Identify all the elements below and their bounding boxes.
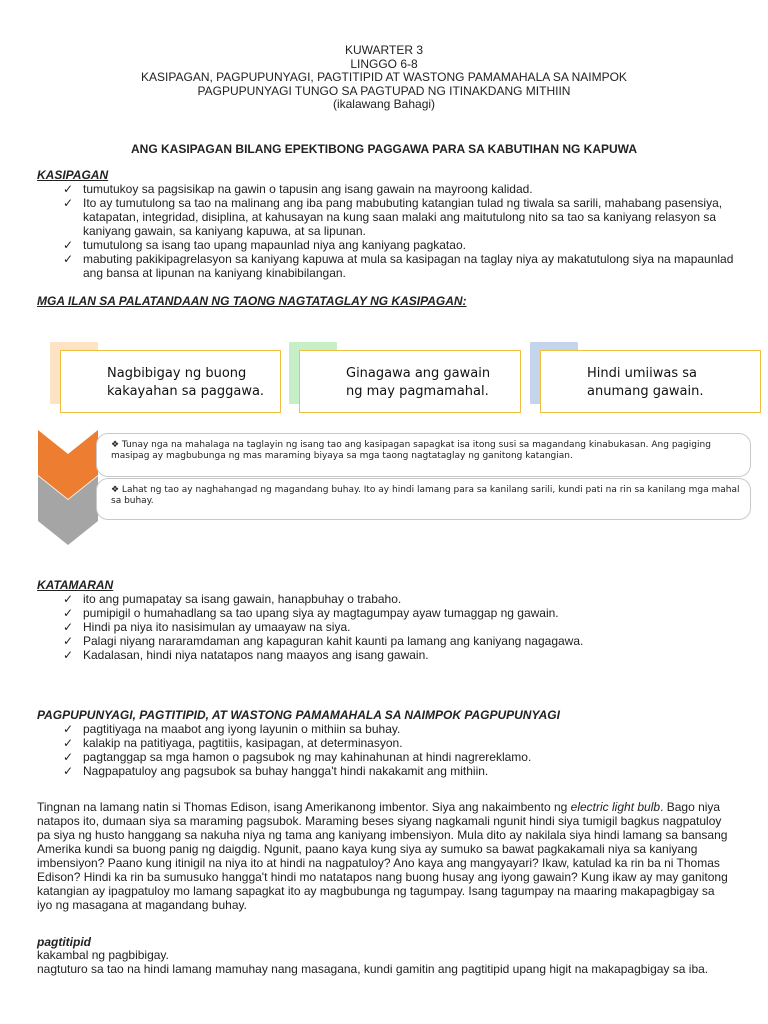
pagtitipid-description: nagtuturo sa tao na hindi lamang mamuhay nang masagana, kundi gamitin ang pagtitipid upang higit na makapagbigay sa iba.: [37, 962, 709, 976]
pagpupunyagi-list: [61, 722, 741, 778]
paragraph-italic: electric light bulb: [570, 800, 661, 814]
pagpupunyagi-heading: PAGPUPUNYAGI, PAGTITIPID, AT WASTONG PAMAMAHALA SA NAIMPOK PAGPUPUNYAGI: [37, 708, 560, 722]
trait-text: Ginagawa ang gawain: [346, 366, 491, 381]
katamaran-list: [61, 592, 741, 662]
list-item: ✓ pagtanggap sa mga hamon o pagsubok ng may kahinahunan at hindi nagrereklamo.: [61, 750, 741, 764]
trait-text: Nagbibigay ng buong: [107, 366, 247, 381]
list-item: ✓ kalakip na patitiyaga, pagtitiis, kasipagan, at determinasyon.: [61, 736, 741, 750]
info-panel: ❖ Lahat ng tao ay naghahangad ng magandang buhay. Ito ay hindi lamang para sa kanilang sarili, kundi pati na rin sa kanilang mga mahal sa buhay.: [96, 478, 751, 520]
list-item: ✓ Palagi niyang nararamdaman ang kapaguran kahit kaunti pa lamang ang kaniyang nagagawa.: [61, 634, 741, 648]
pagtitipid-definition: kakambal ng pagbibigay.: [37, 948, 169, 962]
trait-box: [299, 350, 521, 413]
paragraph-text: Tingnan na lamang natin si Thomas Edison, isang Amerikanong imbentor. Siya ang nakaimbento ng: [37, 800, 571, 814]
trait-text: kakayahan sa paggawa.: [107, 384, 265, 399]
kasipagan-list: [61, 182, 741, 280]
header-week: LINGGO 6-8: [350, 56, 418, 71]
info-panel: ❖ Tunay nga na mahalaga na taglayin ng isang tao ang kasipagan sapagkat isa itong susi sa magandang kinabukasan. Ang pagiging masipag ay magbubunga ng mas maraming biyaya sa mga taong nagtataglay ng ganitong katangian.: [96, 433, 751, 477]
kasipagan-heading: KASIPAGAN: [37, 168, 109, 182]
header-part: (ikalawang Bahagi): [332, 97, 436, 111]
main-title: ANG KASIPAGAN BILANG EPEKTIBONG PAGGAWA PARA SA KABUTIHAN NG KAPUWA: [130, 142, 637, 156]
trait-text: ng may pagmamahal.: [346, 384, 489, 399]
trait-box: [540, 350, 761, 413]
document-header: [0, 44, 768, 112]
header-topic: KASIPAGAN, PAGPUPUNYAGI, PAGTITIPID AT WASTONG PAMAMAHALA SA NAIMPOK: [141, 70, 627, 84]
palatandaan-heading: MGA ILAN SA PALATANDAAN NG TAONG NAGTATAGLAY NG KASIPAGAN:: [37, 294, 467, 308]
list-item: ✓ tumutukoy sa pagsisikap na gawin o tapusin ang isang gawain na mayroong kalidad.: [61, 182, 741, 196]
chevron-arrows: [38, 430, 100, 548]
header-quarter: KUWARTER 3: [344, 43, 423, 57]
list-item: ✓ Nagpapatuloy ang pagsubok sa buhay hangga't hindi nakakamit ang mithiin.: [61, 764, 741, 778]
list-item: ✓ Kadalasan, hindi niya natatapos nang maayos ang isang gawain.: [61, 648, 741, 662]
header-subtopic: PAGPUPUNYAGI TUNGO SA PAGTUPAD NG ITINAKDANG MITHIIN: [197, 83, 571, 98]
list-item: ✓ pagtitiyaga na maabot ang iyong layunin o mithiin sa buhay.: [61, 722, 741, 736]
list-item: ✓ Ito ay tumutulong sa tao na malinang ang iba pang mabubuting katangian tulad ng tiwala sa sarili, mahabang pasensiya, katapatan, integridad, disiplina, at kahusayan na kung saan malaki ang maitutulong nito sa tao sa kaniyang relasyon sa kaniyang gawain, sa kaniyang kapuwa, at sa lipunan.: [61, 196, 741, 238]
trait-text: anumang gawain.: [587, 384, 704, 399]
paragraph-text: . Bago niya natapos ito, dumaan siya sa maraming pagsubok. Maraming beses siyang nagkamali ngunit hindi siya tumigil bagkus nagpatuloy pa siya ng husto hanggang sa nakuha niya ng tama ang kaniyang imbensiyon. Mula dito ay nakilala siya hindi lamang sa bansang Amerika kundi sa buong panig ng daigdig. Ngunit, paano kaya kung siya ay sumuko sa bawat pagkakamali niya sa kaniyang imbensiyon? Paano kung itinigil na niya ito at hindi na nagpatuloy? Ano kaya ang mangyayari? Ikaw, katulad ka rin ba ni Thomas Edison? Hindi ka rin ba sumusuko hangga't hindi mo natatapos nang buong husay ang iyong gawain? Kung ikaw ay may ganitong katangian ay ipagpatuloy mo lamang sapagkat ito ay magbubunga ng tagumpay. Isang tagumpay na maaring makapagbigay sa iyo ng masagana at magandang buhay.: [37, 800, 728, 912]
pagtitipid-heading: pagtitipid: [37, 935, 91, 949]
katamaran-heading: KATAMARAN: [37, 578, 114, 592]
list-item: ✓ tumutulong sa isang tao upang mapaunlad niya ang kaniyang pagkatao.: [61, 238, 741, 252]
list-item: ✓ ito ang pumapatay sa isang gawain, hanapbuhay o trabaho.: [61, 592, 741, 606]
edison-paragraph: [37, 800, 733, 912]
trait-box: [60, 350, 281, 413]
list-item: ✓ Hindi pa niya ito nasisimulan ay umaayaw na siya.: [61, 620, 741, 634]
list-item: ✓ pumipigil o humahadlang sa tao upang siya ay magtagumpay ayaw tumaggap ng gawain.: [61, 606, 741, 620]
list-item: ✓ mabuting pakikipagrelasyon sa kaniyang kapuwa at mula sa kasipagan na taglay niya ay makatutulong siya na mapaunlad ang bansa at lipunan na kaniyang kinabibilangan.: [61, 252, 741, 280]
trait-text: Hindi umiiwas sa: [587, 366, 697, 381]
